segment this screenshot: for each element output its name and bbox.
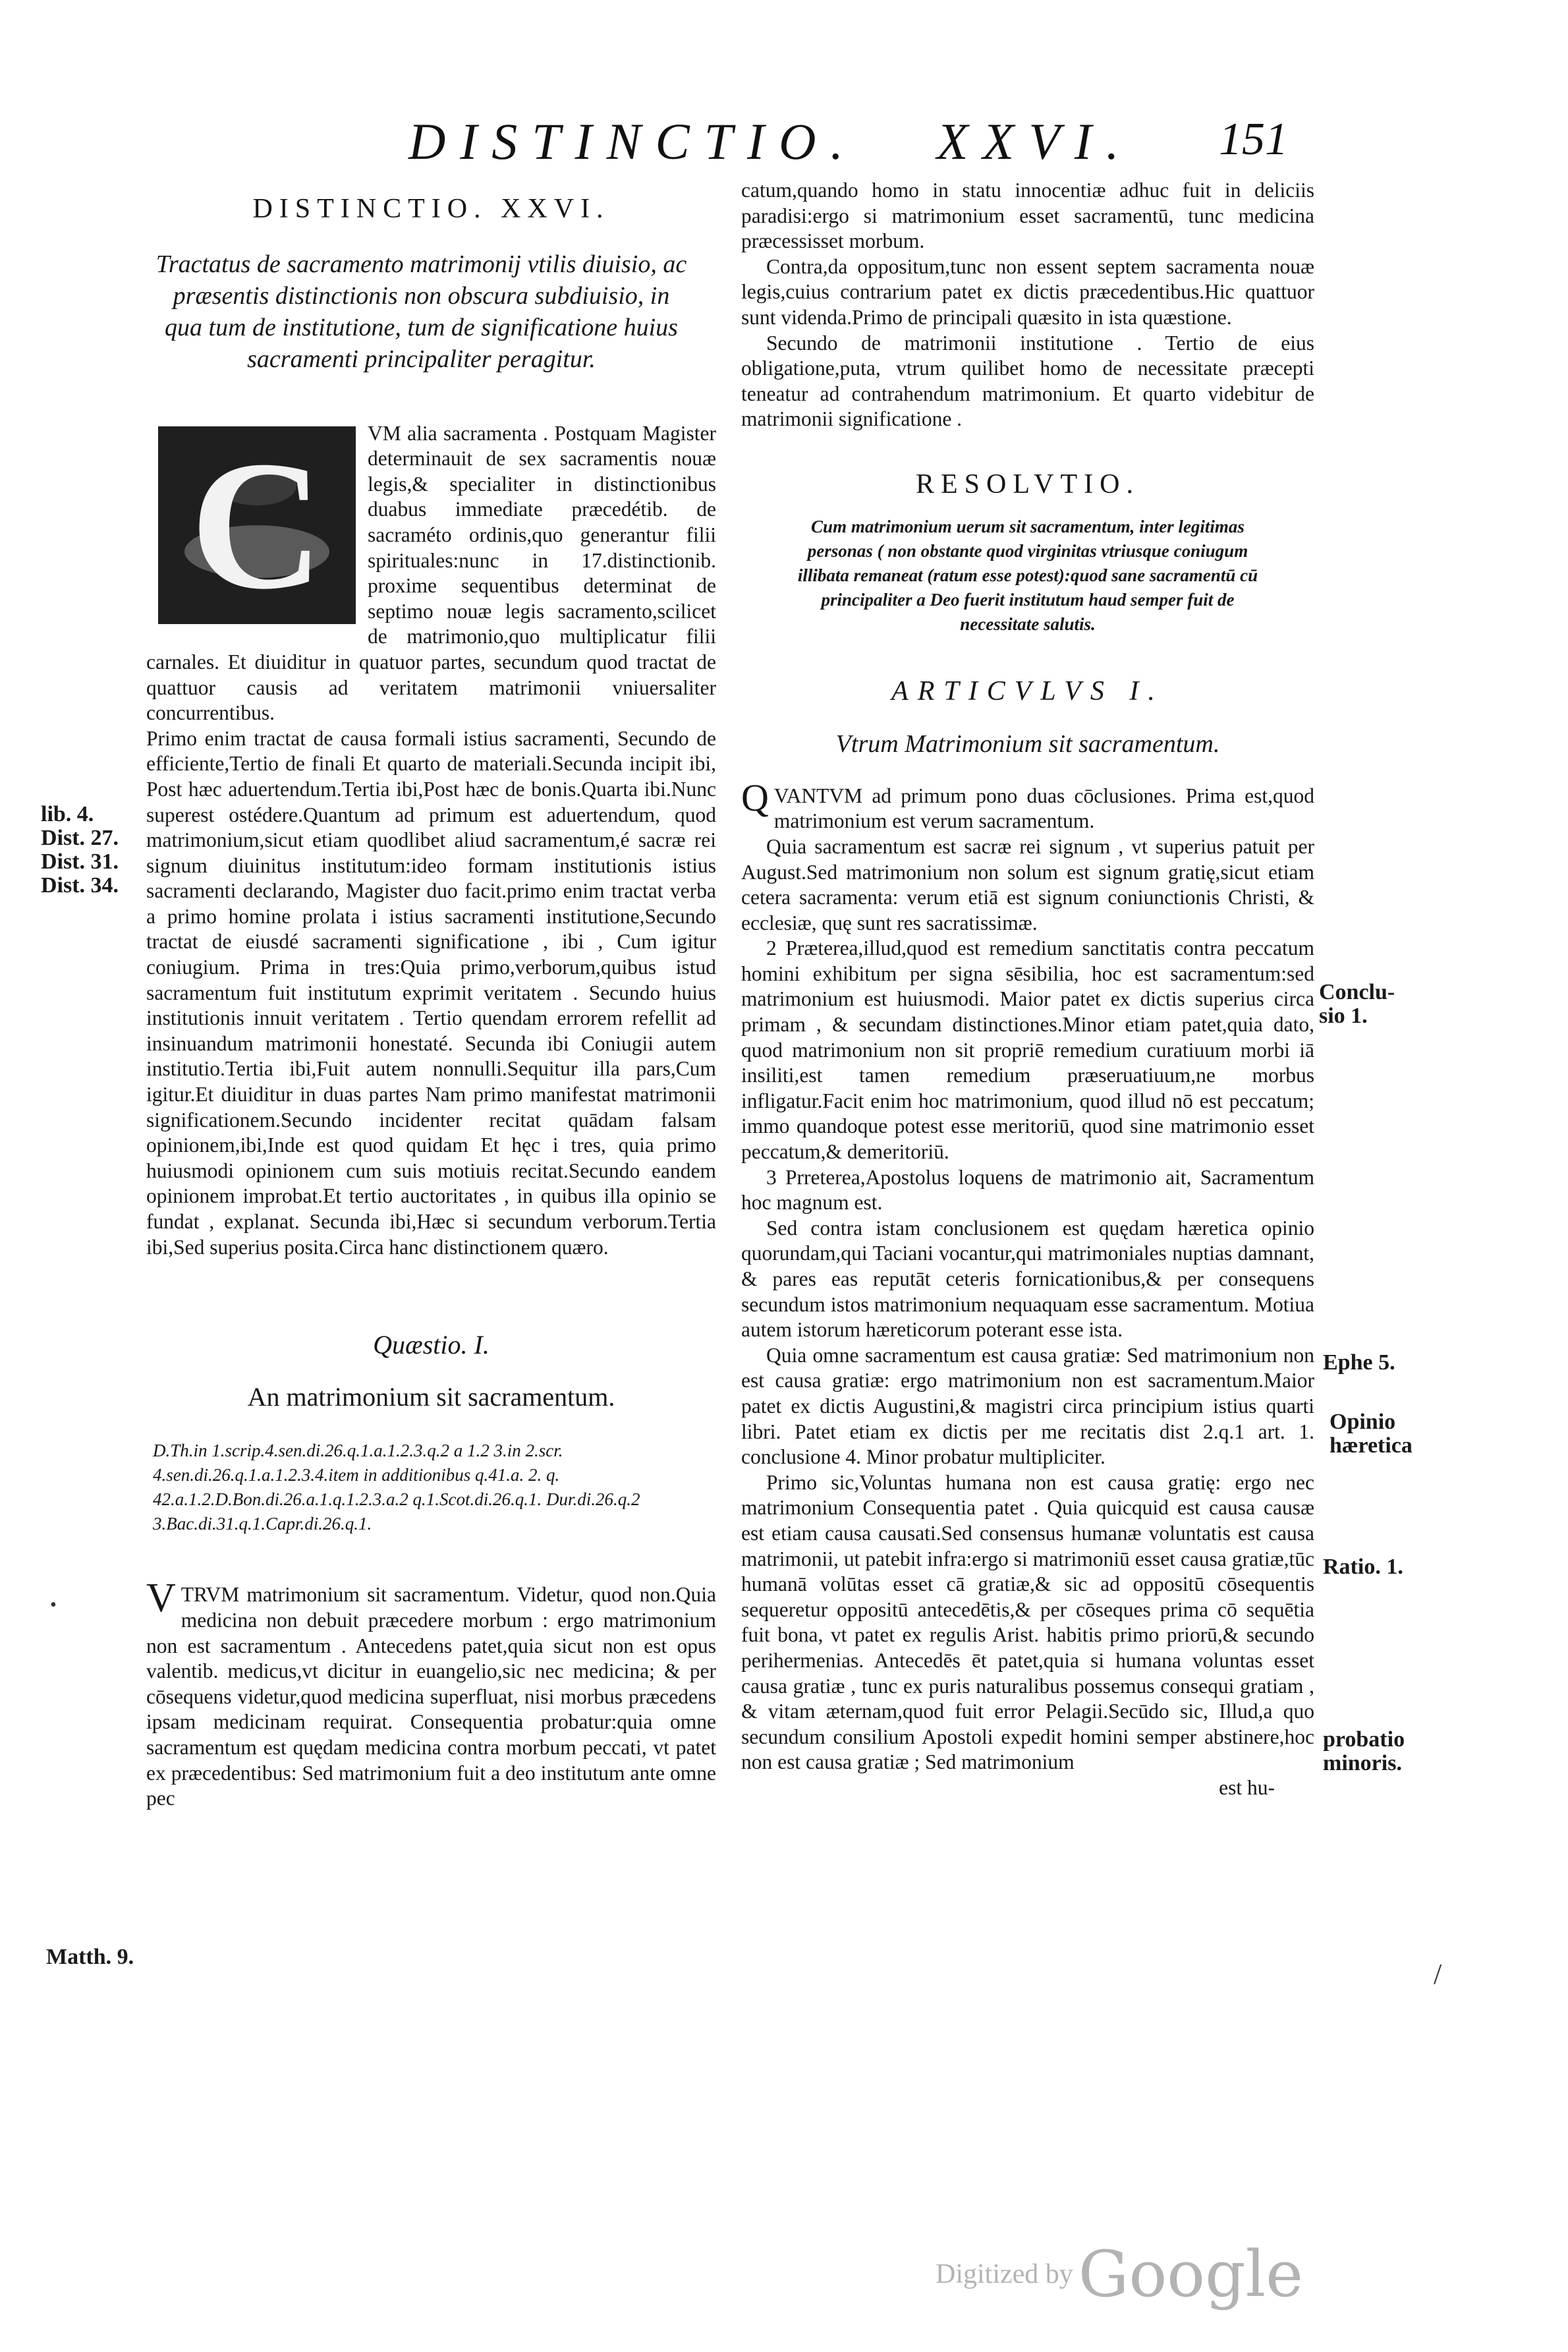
articulus-question: Vtrum Matrimonium sit sacramentum. xyxy=(835,730,1220,759)
running-head-numeral: XXVI. xyxy=(936,113,1134,170)
vtrum-initial: V xyxy=(146,1576,176,1621)
references: D.Th.in 1.scrip.4.sen.di.26.q.1.a.1.2.3.q.2 a 1.2 3.in 2.scr. 4.sen.di.26.q.1.a.1.2.3.4.item in additionibus q.41.a. 2. q. 42.a.1.2.D.Bon.di.26.a.1.q.1.2.3.a.2 q.1.Scot.di.26.q.1. Dur.di.26.q.2 3.Bac.di.31.q.1.Capr.di.26.q.1. xyxy=(153,1441,640,1534)
quia-omne-paragraph: Quia omne sacramentum est causa gratiæ: Sed matrimonium non est causa gratiæ: ergo matrimonium non est sacramentum.Maior patet ex dictis Augustini,& magistri circa principium istius quarti libri. Patet etiam ex dictis per me recitatis dist 2.q.1 art. 1. conclusione 4. Minor probatur multipliciter. xyxy=(741,1343,1314,1469)
margin-note-line: sio 1. xyxy=(1319,1004,1368,1028)
margin-note-lib-dist xyxy=(41,803,119,898)
resolutio-text: Cum matrimonium uerum sit sacramentum, inter legitimas personas ( non obstante quod virginitas vtriusque coniugum illibata remaneat (ratum esse potest):quod sane sacramentū cū principaliter a Deo fuerit institutum haud semper fuit de necessitate salutis. xyxy=(797,516,1258,634)
quantum-text: VANTVM ad primum pono duas cōclusiones. Prima est,quod matrimonium est verum sacramentum. xyxy=(773,784,1314,833)
quantum-paragraph xyxy=(741,776,1314,834)
catchword: est hu- xyxy=(1219,1775,1275,1799)
question-heading: Quæstio. I. xyxy=(373,1330,490,1360)
distinction-title: DISTINCTIO. XXVI. xyxy=(252,194,610,224)
division-paragraph: Primo enim tractat de causa formali istius sacramenti, Secundo de efficiente,Tertio de finali Et quarto de materiali.Secunda incipit ibi, Post hæc aduertendum.Tertia ibi,Post hæc de bonis.Quarta ibi.Nunc superest ostédere.Quantum ad primum est aduertendum, quod matrimonium,sicut etiam quodlibet aliud sacramentum,é sacræ rei signum diuinitus institutum:ideo formam institutionis istius sacramenti declarando, Magister duo facit.primo enim tractat verba a primo homine prolata i istius sacramenti institutione,Secundo tractat de eiusdé sacramenti significatione , ibi , Cum igitur coniugium. Prima in tres:Quia primo,verborum,quibus istud sacramentum fuit institutum exprimit veritatem . Secundo huius institutionis innuit veritatem . Tertio quendam errorem refellit ad insinuandum matrimonii honestaté. Secunda ibi Coniugii autem institutio.Tertia ibi,Fuit autem nonnulli.Sequitur illa pars,Cum igitur.Et diuiditur in duas partes Nam primo manifestat matrimonii significationem.Secundo incidenter recitat quādam falsam opinionem,ibi,Inde est quod quidam Et hęc i tres, quia primo huiusmodi opinionem cum suis motiuis recitat.Secundo eandem opinionem improbat.Et tertio auctoritates , in quibus illa opinio se fundat , explanat. Secunda ibi,Hæc si secundum verborum.Tertia ibi,Sed superius posita.Circa hanc distinctionem quæro. xyxy=(146,726,716,1259)
watermark-by: Digitized by xyxy=(936,2259,1073,2289)
running-head xyxy=(408,112,1133,171)
vtrum-text: TRVM matrimonium sit sacramentum. Videtur, quod non.Quia medicina non debuit præcedere morbum : ergo matrimonium non est sacramentum . Antecedens patet,quia sicut non est opus valentib. medicus,vt dicitur in euangelio,sic nec medicina; & per cōsequens videtur,quod medicina superfluat, nisi morbus præcedens ipsam medicinam requirat. Consequentia probatur:quia omne sacramentum est quędam medicina contra morbum peccati, vt patet ex præcedentibus: Sed matrimonium fuit a deo institutum ante omne pec xyxy=(146,1583,716,1810)
stray-mark: • xyxy=(50,1595,57,1615)
initial-letter: C xyxy=(190,426,324,624)
margin-note-line: Conclu- xyxy=(1319,980,1395,1004)
stray-mark: / xyxy=(1434,1958,1442,1990)
margin-note-line: Dist. 34. xyxy=(41,873,119,898)
margin-note-probatio xyxy=(1323,1728,1405,1775)
secundo-paragraph: Secundo de matrimonii institutione . Tertio de eius obligatione,puta, vtrum quilibet homo de necessitate præcepti teneatur ad contrahendum matrimonium. Et quarto videbitur de matrimonii significatione . xyxy=(741,331,1314,431)
margin-note-line: hæretica xyxy=(1330,1433,1413,1458)
ornamental-initial xyxy=(158,426,356,624)
continuation-paragraph: catum,quando homo in statu innocentiæ adhuc fuit in deliciis paradisi:ergo si matrimonium esset sacramentū, tunc medicina præcessisset morbum. xyxy=(741,179,1314,253)
folio-number: 151 xyxy=(1219,114,1288,165)
margin-note-line: Dist. 31. xyxy=(41,849,119,874)
question-title: An matrimonium sit sacramentum. xyxy=(247,1381,615,1412)
intro-block xyxy=(146,421,716,726)
watermark-brand: Google xyxy=(1078,2237,1304,2311)
margin-note-ephe: Ephe 5. xyxy=(1323,1350,1395,1375)
margin-note-matth: Matth. 9. xyxy=(46,1945,134,1969)
margin-note-line: lib. 4. xyxy=(41,802,94,826)
digitized-watermark xyxy=(936,2237,1303,2311)
margin-note-conclusio xyxy=(1319,981,1395,1028)
right-column xyxy=(741,178,1314,1800)
vtrum-paragraph xyxy=(146,1576,716,1811)
quantum-initial: Q xyxy=(741,776,769,819)
margin-note-ratio: Ratio. 1. xyxy=(1323,1555,1403,1579)
left-column xyxy=(146,178,716,1812)
distinction-summary: Tractatus de sacramento matrimonij vtilis diuisio, ac præsentis distinctionis non obscura subdiuisio, in qua tum de institutione, tum de significatione huius sacramenti principaliter peragitur. xyxy=(155,250,687,373)
margin-note-line: minoris. xyxy=(1323,1751,1402,1775)
quia-paragraph: Quia sacramentum est sacræ rei signum , vt superius patuit per August.Sed matrimonium non solum est signum gratię,sicut etiam cetera sacramenta: verum etiā est signum coniunctionis Christi, & ecclesiæ, quę sunt res sacratissimæ. xyxy=(741,834,1314,934)
margin-note-line: Opinio xyxy=(1330,1410,1396,1434)
sed-contra-paragraph: Sed contra istam conclusionem est quędam hæretica opinio quorundam,qui Taciani vocantur,qui matrimoniales nuptias damnant, & pares eas reputāt ceteris fornicationibus,& per consequens secundum istos matrimonium nequaquam esse sacramentum. Motiua autem istorum hæreticorum poterant esse ista. xyxy=(741,1216,1314,1342)
margin-note-line: Dist. 27. xyxy=(41,826,119,850)
margin-note-opinio xyxy=(1330,1410,1413,1458)
articulus-heading: ARTICVLVS I. xyxy=(891,675,1164,706)
primo-sic-paragraph: Primo sic,Voluntas humana non est causa gratię: ergo nec matrimonium Consequentia patet . Quia quicquid est causa causæ est etiam causa causati.Sed consensus humanæ voluntatis est causa matrimonii, ut patebit infra:ergo si matrimoniū esset causa gratiæ,tūc humanā volūtas esset cā gratiæ,& sic ad oppositū cōsequentis sequeretur oppositū antecedētis,& per cōseques prima cō sequētia fuit bona, vt patet ex regulis Arist. habitis primo priorū,& secundo perihermenias. Antecedēs ēt patet,quia si humana voluntas esset causa gratiæ , tunc ex puris naturalibus possemus consequi gratiam , & vitam æternam,quod fuit error Pelagii.Secūdo sic, Illud,a quo secundum consilium Apostoli expedit homini semper abstinere,hoc non est causa gratiæ ; Sed matrimonium xyxy=(741,1470,1314,1774)
contra-paragraph: Contra,da oppositum,tunc non essent septem sacramenta nouæ legis,cuius contrarium patet ex dictis præcedentibus.Hic quattuor sunt videnda.Primo de principali quæsito in ista quæstione. xyxy=(741,254,1314,329)
intro-paragraph: VM alia sacramenta . Postquam Magister determinauit de sex sacramentis nouæ legis,& specialiter in distinctionibus duabus immediate præcedétib. de sacraméto ordinis,quo generantur filii spirituales:nunc in 17.distinctionib. proxime sequentibus determinat de septimo nouæ legis sacramento,scilicet de matrimonio,quo multiplicatur filii carnales. Et diuiditur in quatuor partes, secundum quod tractat de quattuor causis ad veritatem matrimonii vniuersaliter concurrentibus. xyxy=(146,421,716,725)
margin-note-line: probatio xyxy=(1323,1727,1405,1752)
apostolus-paragraph: 3 Prreterea,Apostolus loquens de matrimonio ait, Sacramentum hoc magnum est. xyxy=(741,1165,1314,1215)
resolutio-heading: RESOLVTIO. xyxy=(916,469,1140,500)
running-head-word: DISTINCTIO. xyxy=(408,113,858,170)
praeterea-paragraph: 2 Præterea,illud,quod est remedium sanctitatis contra peccatum homini exhibitum per signa sēsibilia, hoc est sacramentum:sed matrimonium est huiusmodi. Maior patet ex dictis superius circa primam , & secundam distinctiones.Minor etiam patet,quia dato, quod matrimonium non sit propriē remedium curatiuum morbi iā insiliti,est tamen remedium præseruatiuum,ne morbus infligatur.Facit enim hoc matrimonium, quod illud nō est peccatum; immo quandoque potest esse meritoriū, quod sine matrimonio esset peccatum,& demeritoriū. xyxy=(741,936,1314,1164)
